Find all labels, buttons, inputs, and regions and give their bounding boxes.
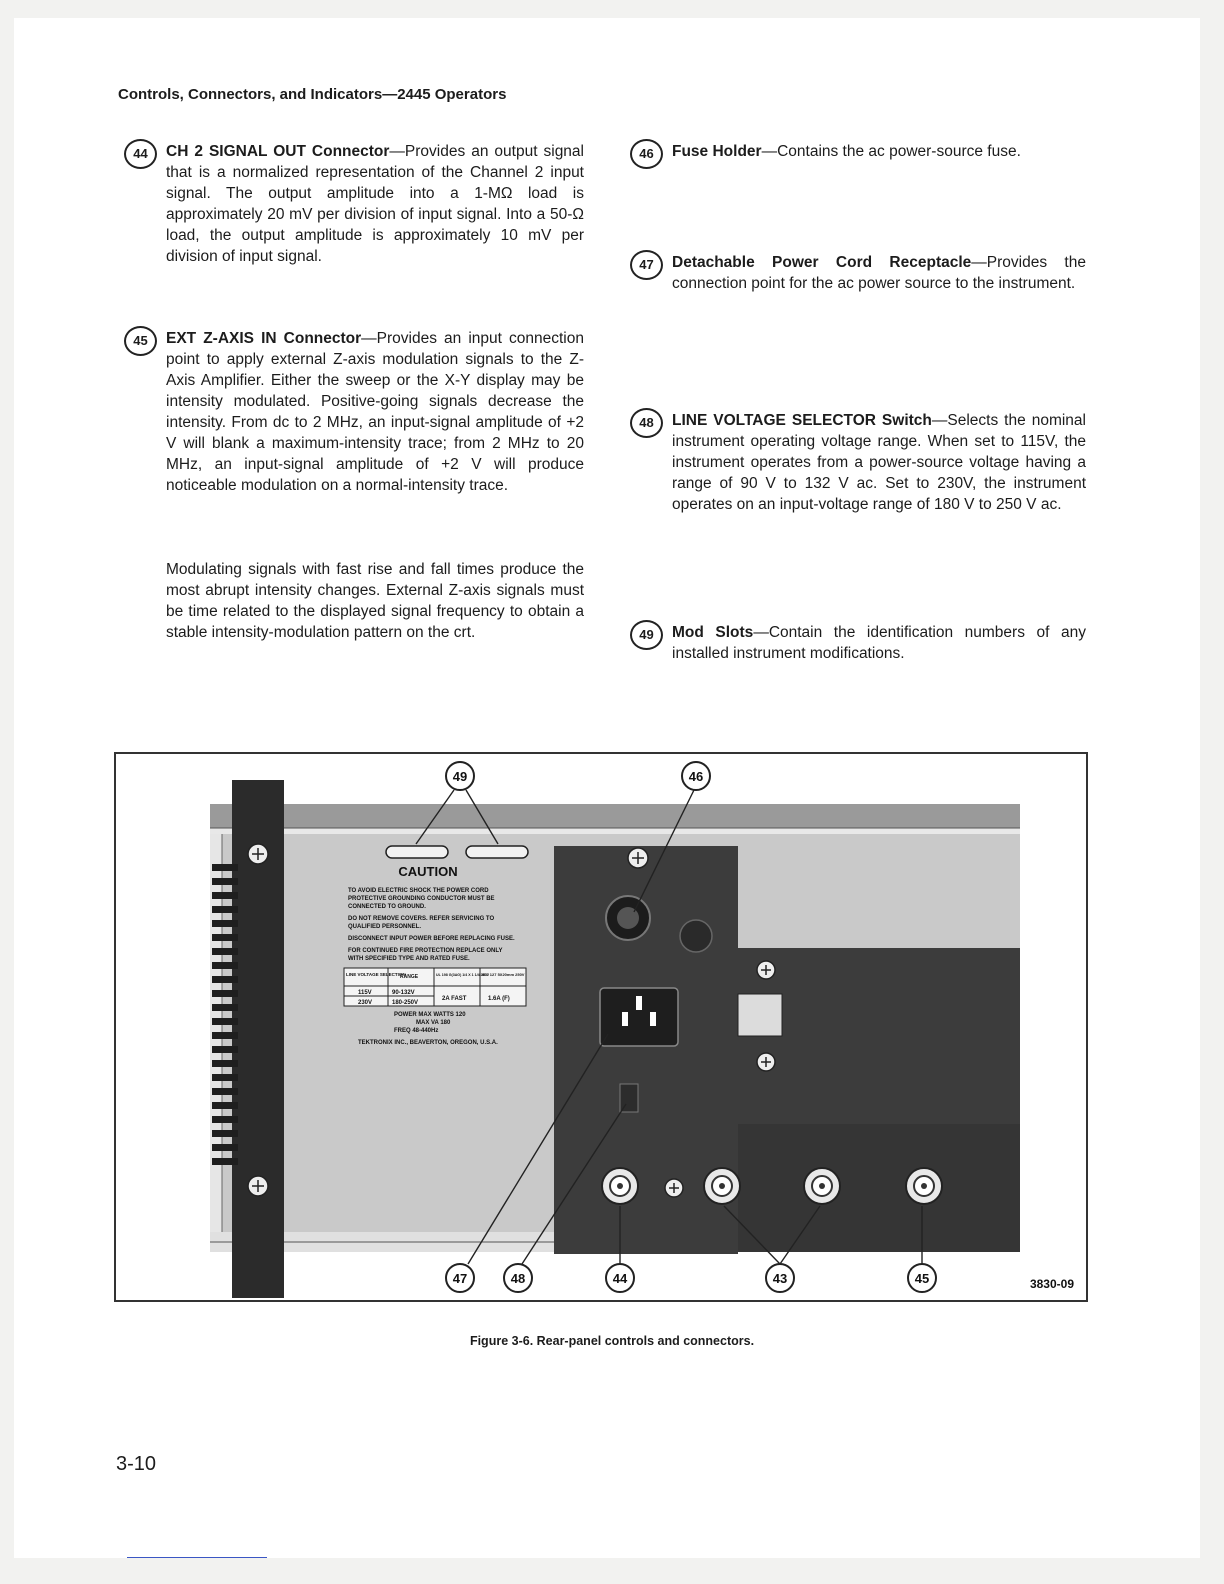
heatsink-fin <box>212 878 238 885</box>
item-48-title: LINE VOLTAGE SELECTOR Switch <box>672 412 932 429</box>
heatsink-fin <box>212 1074 238 1081</box>
svg-text:46: 46 <box>688 769 704 784</box>
heatsink-fin <box>212 892 238 899</box>
caution-line: DISCONNECT INPUT POWER BEFORE REPLACING FUSE. <box>348 936 515 942</box>
table-cell: 90-132V <box>392 990 415 996</box>
svg-text:48: 48 <box>510 1271 526 1286</box>
running-header: Controls, Connectors, and Indicators—2445 Operators <box>118 86 507 103</box>
footer-rule <box>127 1557 267 1558</box>
table-cell: 230V <box>358 1000 373 1006</box>
svg-text:47: 47 <box>452 1271 468 1286</box>
heatsink-fin <box>212 1018 238 1025</box>
item-49-title: Mod Slots <box>672 624 754 641</box>
table-cell: 1.6A (F) <box>488 996 510 1002</box>
heatsink-fin <box>212 962 238 969</box>
table-header: UL 198 G(3AG) 1/4 X 1 1/4 250V <box>436 973 490 977</box>
item-46-title: Fuse Holder <box>672 143 762 160</box>
table-header: LINE VOLTAGE SELECTION <box>346 972 406 977</box>
rear-panel-figure <box>114 752 1088 1302</box>
caution-line: FOR CONTINUED FIRE PROTECTION REPLACE ONLY <box>348 948 503 954</box>
item-48-text: —Selects the nominal instrument operating voltage range. When set to 115V, the instrument operates from a power-source voltage having a range of 90 V to 132 V ac. Set to 230V, the instrument operates on an input-voltage range of 180 V to 250 V ac. <box>672 412 1086 513</box>
item-49 <box>624 622 1086 664</box>
mod-slot-left <box>386 846 448 858</box>
module-knob <box>680 920 712 952</box>
power-line: TEKTRONIX INC., BEAVERTON, OREGON, U.S.A. <box>358 1040 498 1046</box>
callout-43 <box>766 1264 794 1292</box>
heatsink-fin <box>212 1088 238 1095</box>
callout-44 <box>606 1264 634 1292</box>
callout-badge-45: 45 <box>124 326 157 356</box>
svg-text:49: 49 <box>452 769 468 784</box>
item-45-text: —Provides an input connection point to apply external Z-axis modulation signals to the Z-Axis Amplifier. Either the sweep or the X-Y display may be intensity modulated. Positive-going signals decrease the intensity. From dc to 2 MHz, an input-signal amplitude of +2 V will blank a maximum-intensity trace; from 2 MHz to 20 MHz, an input-signal amplitude of +2 V will produce noticeable modulation on a normal-intensity trace. <box>166 330 584 494</box>
item-46-text: —Contains the ac power-source fuse. <box>761 143 1021 160</box>
callout-46 <box>682 762 710 790</box>
caution-line: CONNECTED TO GROUND. <box>348 904 426 910</box>
item-44-text: —Provides an output signal that is a normalized representation of the Channel 2 input signal. The output amplitude into a 1-MΩ load is approximately 20 mV per division of input signal. Into a 50-Ω load, the output amplitude is approximately 10 mV per division of input signal. <box>166 143 584 265</box>
callout-49 <box>446 762 474 790</box>
modulating-paragraph: Modulating signals with fast rise and fall times produce the most abrupt intensity changes. External Z-axis signals must be time related to the displayed signal frequency to obtain a stable intensity-modulation pattern on the crt. <box>166 561 584 641</box>
svg-text:45: 45 <box>914 1271 930 1286</box>
heatsink-fin <box>212 1144 238 1151</box>
table-cell: 115V <box>358 990 372 996</box>
table-header: IEC 127 5X20mm 250V <box>482 972 525 977</box>
callout-badge-48: 48 <box>630 408 663 438</box>
heatsink-fin <box>212 1060 238 1067</box>
heatsink-fin <box>212 1116 238 1123</box>
heatsink-fin <box>212 1032 238 1039</box>
caution-line: DO NOT REMOVE COVERS. REFER SERVICING TO <box>348 916 495 922</box>
power-line: MAX VA 180 <box>416 1020 451 1026</box>
power-line: POWER MAX WATTS 120 <box>394 1012 466 1018</box>
callout-45 <box>908 1264 936 1292</box>
caution-line: TO AVOID ELECTRIC SHOCK THE POWER CORD <box>348 888 489 894</box>
page-number: 3-10 <box>116 1453 157 1475</box>
figure-id: 3830-09 <box>1029 1277 1074 1291</box>
callout-badge-47: 47 <box>630 250 663 280</box>
figure-caption: Figure 3-6. Rear-panel controls and connectors. <box>469 1334 755 1348</box>
bnc-connector-44 <box>602 1168 638 1204</box>
item-48 <box>624 410 1086 515</box>
heatsink-fin <box>212 990 238 997</box>
callout-48 <box>504 1264 532 1292</box>
item-47 <box>624 252 1086 294</box>
item-46 <box>624 141 1086 162</box>
item-44-title: CH 2 SIGNAL OUT Connector <box>166 143 390 160</box>
table-cell: 2A FAST <box>442 996 467 1002</box>
rating-table <box>344 968 526 1006</box>
svg-text:43: 43 <box>772 1271 788 1286</box>
item-47-text: —Provides the connection point for the ac power source to the instrument. <box>672 254 1086 292</box>
item-44 <box>118 141 584 267</box>
heatsink-fin <box>212 1102 238 1109</box>
caution-line: PROTECTIVE GROUNDING CONDUCTOR MUST BE <box>348 896 495 902</box>
caution-line: WITH SPECIFIED TYPE AND RATED FUSE. <box>348 956 470 962</box>
heatsink-fin <box>212 1046 238 1053</box>
svg-text:44: 44 <box>612 1271 628 1286</box>
heatsink-fin <box>212 864 238 871</box>
heatsink-fin <box>212 1130 238 1137</box>
table-header: RANGE <box>400 974 419 980</box>
power-line: FREQ 48-440Hz <box>394 1028 439 1034</box>
heatsink-fin <box>212 1004 238 1011</box>
module-latch <box>738 994 782 1036</box>
item-49-text: —Contain the identification numbers of any installed instrument modifications. <box>672 624 1086 662</box>
callout-badge-44: 44 <box>124 139 157 169</box>
callout-badge-49: 49 <box>630 620 663 650</box>
heatsink-fin <box>212 976 238 983</box>
heatsink-fin <box>212 934 238 941</box>
mod-slot-right <box>466 846 528 858</box>
caution-line: QUALIFIED PERSONNEL. <box>348 924 422 930</box>
table-cell: 180-250V <box>392 1000 419 1006</box>
heatsink-fin <box>212 906 238 913</box>
panel-rail-highlight <box>210 828 1020 834</box>
heatsink-fin <box>212 920 238 927</box>
bnc-connector-43-a <box>704 1168 740 1204</box>
item-45-title: EXT Z-AXIS IN Connector <box>166 330 362 347</box>
callout-47 <box>446 1264 474 1292</box>
panel-top-rail <box>210 804 1020 828</box>
heatsink-fin <box>212 948 238 955</box>
callout-badge-46: 46 <box>630 139 663 169</box>
item-47-title: Detachable Power Cord Receptacle <box>672 254 972 271</box>
item-45 <box>118 328 584 496</box>
caution-title: CAUTION <box>398 864 458 879</box>
rear-panel-illustration <box>116 754 1086 1300</box>
heatsink-fin <box>212 1158 238 1165</box>
bnc-connector-45 <box>906 1168 942 1204</box>
bnc-connector-43-b <box>804 1168 840 1204</box>
